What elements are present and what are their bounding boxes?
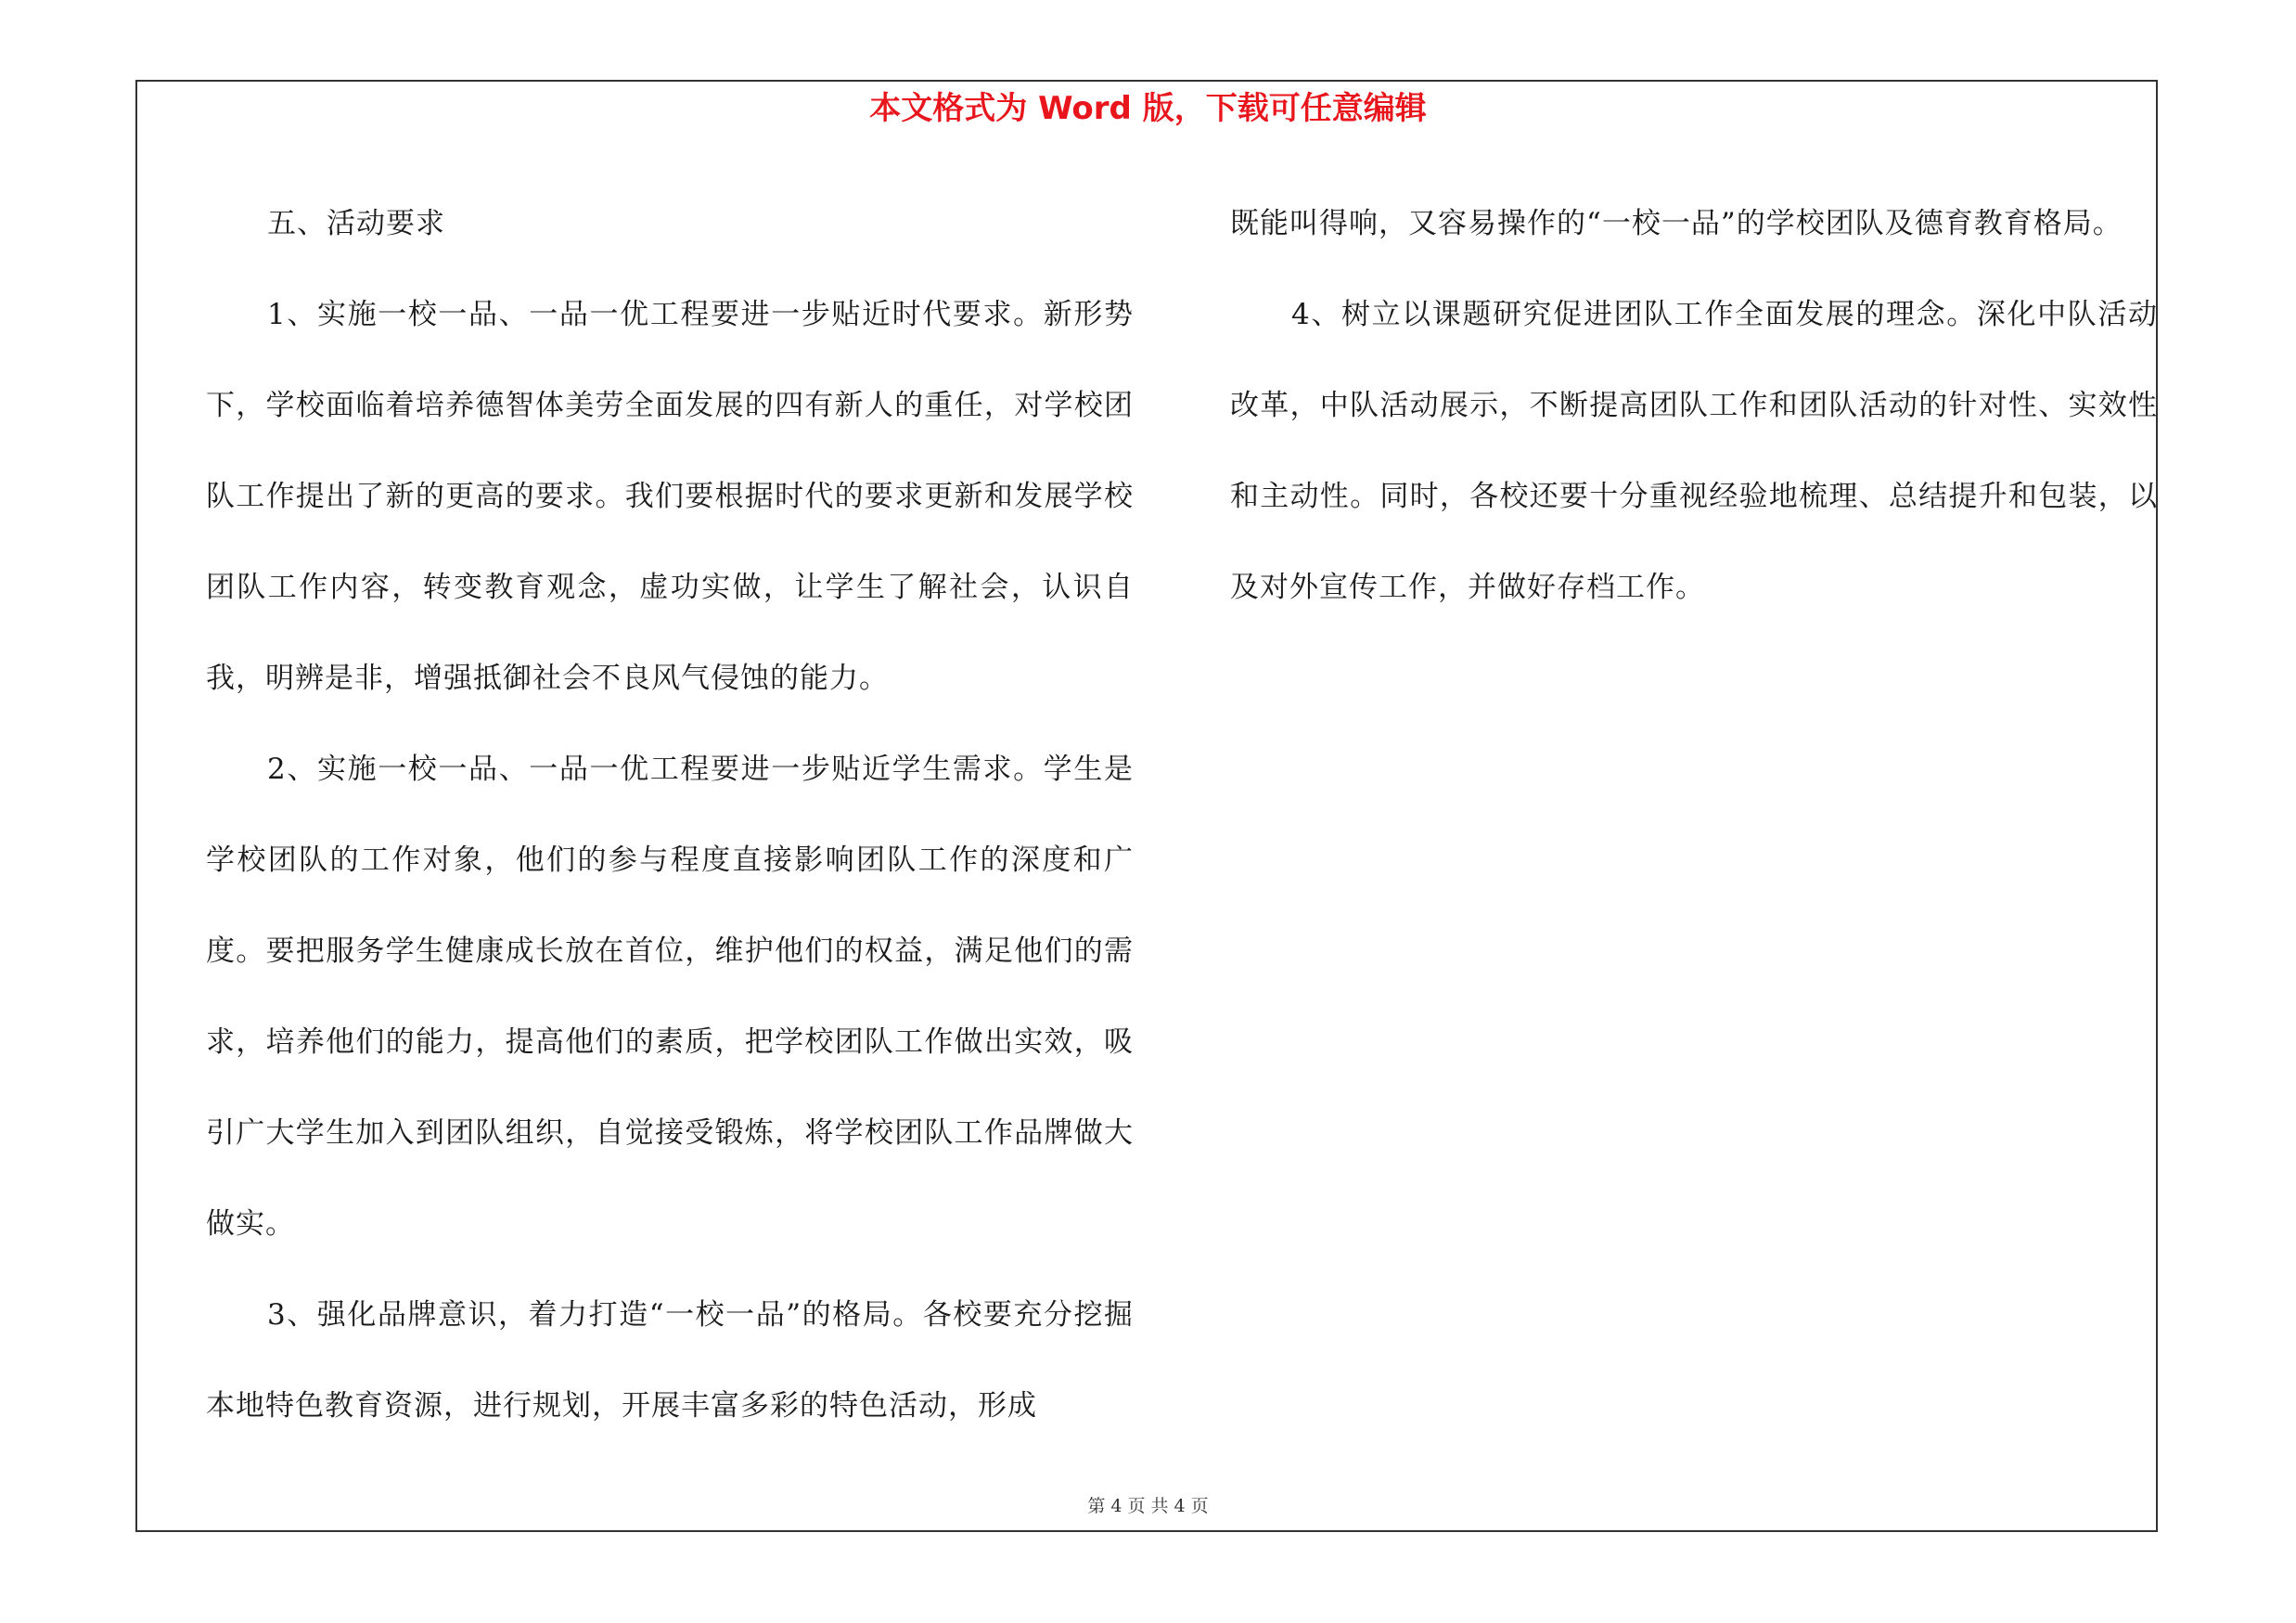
left-column — [206, 178, 1134, 1451]
section-heading: 五、活动要求 — [267, 207, 445, 240]
page-number-footer: 第 4 页 共 4 页 — [1087, 1496, 1209, 1516]
paragraph-1: 1、实施一校一品、一品一优工程要进一步贴近时代要求。新形势下，学校面临着培养德智体美劳全面发展的四有新人的重任，对学校团队工作提出了新的更高的要求。我们要根据时代的要求更新和发展学校团队工作内容，转变教育观念，虚功实做，让学生了解社会，认识自我，明辨是非，增强抵御社会不良风气侵蚀的能力。 — [206, 298, 1134, 695]
format-banner: 本文格式为 Word 版，下载可任意编辑 — [869, 90, 1427, 127]
paragraph-2: 2、实施一校一品、一品一优工程要进一步贴近学生需求。学生是学校团队的工作对象，他们的参与程度直接影响团队工作的深度和广度。要把服务学生健康成长放在首位，维护他们的权益，满足他们的需求，培养他们的能力，提高他们的素质，把学校团队工作做出实效，吸引广大学生加入到团队组织，自觉接受锻炼，将学校团队工作品牌做大做实。 — [206, 753, 1134, 1241]
paragraph-3-continuation: 既能叫得响，又容易操作的“一校一品”的学校团队及德育教育格局。 — [1230, 207, 2123, 240]
paragraph-3: 3、强化品牌意识，着力打造“一校一品”的格局。各校要充分挖掘本地特色教育资源，进行规划，开展丰富多彩的特色活动，形成 — [206, 1298, 1134, 1423]
paragraph-4: 4、树立以课题研究促进团队工作全面发展的理念。深化中队活动改革，中队活动展示，不断提高团队工作和团队活动的针对性、实效性和主动性。同时，各校还要十分重视经验地梳理、总结提升和包装，以及对外宣传工作，并做好存档工作。 — [1230, 298, 2158, 604]
right-column — [1230, 178, 2158, 633]
